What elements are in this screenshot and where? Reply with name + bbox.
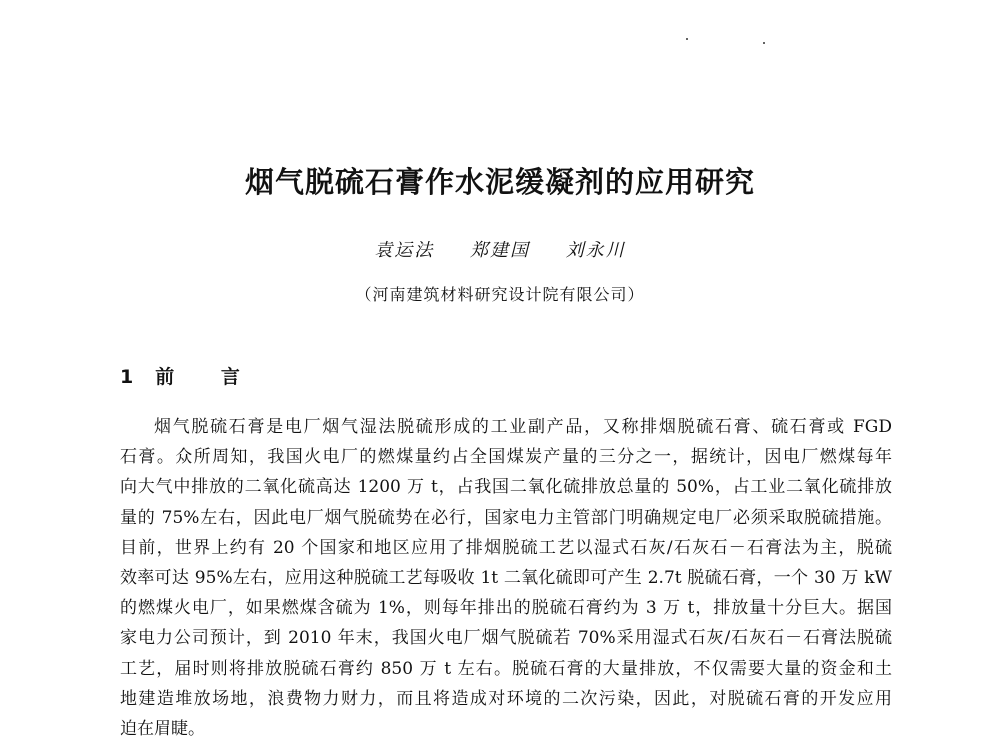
author-affiliation: （河南建筑材料研究设计院有限公司） (355, 285, 645, 304)
text-line: 的燃煤火电厂，如果燃煤含硫为 1%，则每年排出的脱硫石膏约为 3 万 t，排放量十分巨大。据国 (120, 598, 892, 619)
author-name: 袁运法 (374, 240, 435, 261)
section-name: 前 言 (155, 366, 260, 388)
text-line: 量的 75%左右，因此电厂烟气脱硫势在必行，国家电力主管部门明确规定电厂必须采取脱硫措施。 (120, 507, 892, 528)
section-heading (120, 362, 260, 389)
text-line: 目前，世界上约有 20 个国家和地区应用了排烟脱硫工艺以湿式石灰/石灰石－石膏法为主，脱硫 (120, 537, 892, 558)
author-name: 刘永川 (565, 240, 626, 261)
text-line: 家电力公司预计，到 2010 年末，我国火电厂烟气脱硫若 70%采用湿式石灰/石灰石－石膏法脱硫 (120, 628, 892, 649)
text-line: 石膏。众所周知，我国火电厂的燃煤量约占全国煤炭产量的三分之一，据统计，因电厂燃煤每年 (120, 447, 892, 468)
text-line: 迫在眉睫。 (120, 718, 205, 739)
text-line: 效率可达 95%左右，应用这种脱硫工艺每吸收 1t 二氧化硫即可产生 2.7t 脱硫石膏，一个 30 万 kW (120, 567, 892, 588)
body-paragraph (120, 412, 892, 744)
section-number: 1 (120, 366, 134, 388)
author-name: 郑建国 (470, 240, 530, 261)
text-line: 向大气中排放的二氧化硫高达 1200 万 t，占我国二氧化硫排放总量的 50%，占工业二氧化硫排放 (120, 477, 892, 498)
text-line: 烟气脱硫石膏是电厂烟气湿法脱硫形成的工业副产品，又称排烟脱硫石膏、硫石膏或 FGD (154, 417, 892, 437)
scan-speck (763, 42, 765, 44)
author-list (0, 236, 1000, 262)
scan-speck (686, 38, 688, 40)
text-line: 地建造堆放场地，浪费物力财力，而且将造成对环境的二次污染，因此，对脱硫石膏的开发应用 (120, 688, 892, 709)
text-line: 工艺，届时则将排放脱硫石膏约 850 万 t 左右。脱硫石膏的大量排放，不仅需要大量的资金和土 (120, 658, 892, 679)
paper-title: 烟气脱硫石膏作水泥缓凝剂的应用研究 (244, 165, 755, 199)
